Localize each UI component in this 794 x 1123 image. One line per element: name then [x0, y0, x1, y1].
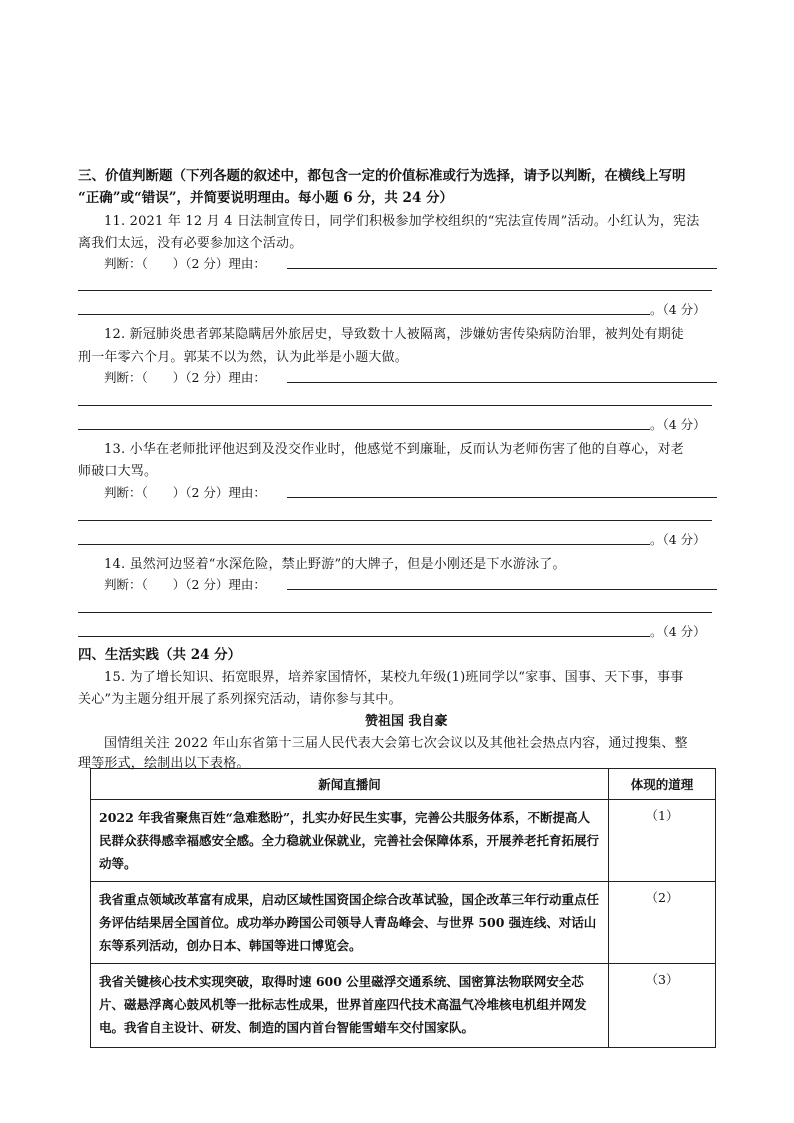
row1-news: 2022 年我省聚焦百姓“急难愁盼”，扎实办好民生实事，完善公共服务体系，不断提高人民群众获得感幸福感安全感。全力稳就业保就业，完善社会保障体系，开展养老托育拓展行动等。 [91, 800, 609, 882]
q13-reason-line-2[interactable] [78, 520, 712, 521]
section4-title: 四、生活实践（共 24 分） [78, 647, 242, 663]
row2-answer-slot[interactable]: （2） [609, 882, 716, 964]
q11-judge-label: 判断：（ ）（2 分）理由： [104, 256, 266, 271]
q12-line2: 刑一年零六个月。郭某不以为然，认为此举是小题大做。 [78, 350, 409, 365]
section3-title-line2: “正确”或“错误”，并简要说明理由。每小题 6 分，共 24 分） [78, 190, 454, 206]
table-header-news: 新闻直播间 [91, 769, 609, 800]
q14-reason-line-3[interactable] [78, 636, 650, 637]
table-row [91, 964, 716, 1048]
q14-reason-line-1[interactable] [287, 589, 717, 590]
section3-title-line1: 三、价值判断题（下列各题的叙述中，都包含一定的价值标准或行为选择，请予以判断，在横线上写明 [78, 168, 686, 184]
q11-reason-line-2[interactable] [78, 290, 712, 291]
q12-line1: 12. 新冠肺炎患者郭某隐瞒居外旅居史，导致数十人被隔离，涉嫌妨害传染病防治罪，被判处有期徒 [104, 327, 685, 342]
q12-reason-line-3[interactable] [78, 429, 650, 430]
q12-reason-line-1[interactable] [287, 382, 717, 383]
section4-subtitle: 赞祖国 我自豪 [365, 714, 448, 729]
q14-reason-line-2[interactable] [78, 612, 712, 613]
q11-score-tail: 。（4 分） [650, 302, 706, 317]
q13-line2: 师破口大骂。 [78, 464, 158, 479]
q11-reason-line-3[interactable] [78, 314, 650, 315]
intro-line2: 理等形式，绘制出以下表格。 [78, 756, 250, 771]
q13-judge-label: 判断：（ ）（2 分）理由： [104, 485, 266, 500]
q13-score-tail: 。（4 分） [650, 532, 706, 547]
q15-line1: 15. 为了增长知识、拓宽眼界，培养家国情怀，某校九年级(1)班同学以“家事、国事、天下事，事事 [104, 670, 684, 685]
q13-reason-line-1[interactable] [287, 497, 717, 498]
table-row [91, 800, 716, 882]
table-header-reason: 体现的道理 [609, 769, 716, 800]
q15-line2: 关心”为主题分组开展了系列探究活动，请你参与其中。 [78, 692, 402, 707]
q12-reason-line-2[interactable] [78, 405, 712, 406]
table-row [91, 882, 716, 964]
row3-answer-slot[interactable]: （3） [609, 964, 716, 1048]
q12-judge-label: 判断：（ ）（2 分）理由： [104, 370, 266, 385]
q13-line1: 13. 小华在老师批评他迟到及没交作业时，他感觉不到廉耻，反而认为老师伤害了他的自尊心，对老 [104, 442, 685, 457]
q11-line2: 离我们太远，没有必要参加这个活动。 [78, 236, 303, 251]
q14-judge-label: 判断：（ ）（2 分）理由： [104, 577, 266, 592]
q11-line1: 11. 2021 年 12 月 4 日法制宣传日，同学们积极参加学校组织的“宪法宣传周”活动。小红认为，宪法 [104, 214, 700, 229]
q11-reason-line-1[interactable] [287, 268, 717, 269]
q12-score-tail: 。（4 分） [650, 417, 706, 432]
intro-line1: 国情组关注 2022 年山东省第十三届人民代表大会第七次会议以及其他社会热点内容，通过搜集、整 [104, 736, 688, 751]
row2-news: 我省重点领域改革富有成果，启动区域性国资国企综合改革试验，国企改革三年行动重点任务评估结果居全国首位。成功举办跨国公司领导人青岛峰会、与世界 500 强连线、对话山东等系列活动，创办日本、韩国等进口博览会。 [91, 882, 609, 964]
q14-line1: 14. 虽然河边竖着“水深危险，禁止野游”的大牌子，但是小刚还是下水游泳了。 [104, 557, 566, 572]
q13-reason-line-3[interactable] [78, 544, 650, 545]
row3-news: 我省关键核心技术实现突破，取得时速 600 公里磁浮交通系统、国密算法物联网安全芯片、磁悬浮离心鼓风机等一批标志性成果，世界首座四代技术高温气冷堆核电机组并网发电。我省自主设计、研发、制造的国内首台智能雪蜡车交付国家队。 [91, 964, 609, 1048]
row1-answer-slot[interactable]: （1） [609, 800, 716, 882]
news-table [90, 768, 716, 1048]
q14-score-tail: 。（4 分） [650, 624, 706, 639]
